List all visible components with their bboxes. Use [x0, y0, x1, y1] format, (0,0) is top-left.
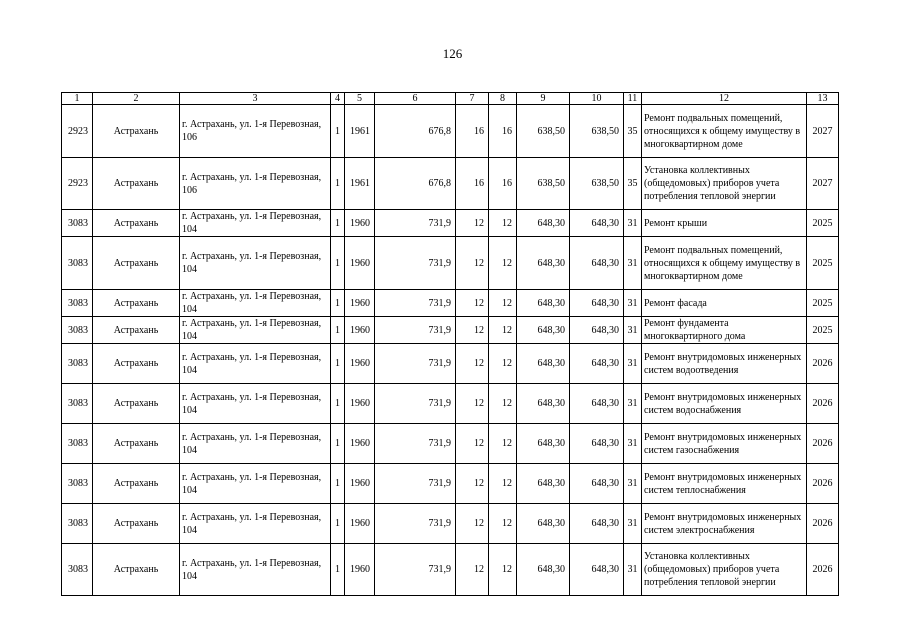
column-number: 3 [180, 93, 331, 105]
col7-cell: 12 [456, 544, 489, 596]
row-id-cell: 3083 [62, 317, 93, 344]
city-cell: Астрахань [93, 237, 180, 290]
col9-cell: 648,30 [517, 344, 570, 384]
col11-cell: 31 [624, 317, 642, 344]
col11-cell: 31 [624, 237, 642, 290]
col7-cell: 12 [456, 464, 489, 504]
col10-cell: 648,30 [570, 504, 624, 544]
year-built-cell: 1960 [345, 424, 375, 464]
plan-year-cell: 2025 [807, 210, 839, 237]
col11-cell: 31 [624, 290, 642, 317]
area-cell: 731,9 [375, 504, 456, 544]
area-cell: 731,9 [375, 384, 456, 424]
address-cell: г. Астрахань, ул. 1-я Перевозная, 104 [180, 384, 331, 424]
col4-cell: 1 [331, 105, 345, 158]
col10-cell: 648,30 [570, 317, 624, 344]
col9-cell: 648,30 [517, 210, 570, 237]
col11-cell: 35 [624, 158, 642, 210]
col11-cell: 31 [624, 544, 642, 596]
register-table [61, 92, 839, 596]
col8-cell: 12 [489, 290, 517, 317]
col8-cell: 12 [489, 344, 517, 384]
col7-cell: 12 [456, 344, 489, 384]
col7-cell: 16 [456, 158, 489, 210]
plan-year-cell: 2025 [807, 317, 839, 344]
area-cell: 731,9 [375, 424, 456, 464]
col4-cell: 1 [331, 290, 345, 317]
table-row [62, 384, 839, 424]
col4-cell: 1 [331, 210, 345, 237]
city-cell: Астрахань [93, 384, 180, 424]
col10-cell: 648,30 [570, 544, 624, 596]
col10-cell: 648,30 [570, 290, 624, 317]
city-cell: Астрахань [93, 317, 180, 344]
row-id-cell: 3083 [62, 384, 93, 424]
city-cell: Астрахань [93, 424, 180, 464]
col11-cell: 31 [624, 344, 642, 384]
table-row [62, 504, 839, 544]
col8-cell: 16 [489, 105, 517, 158]
year-built-cell: 1960 [345, 544, 375, 596]
col8-cell: 12 [489, 504, 517, 544]
work-type-cell: Ремонт внутридомовых инженерных систем водоотведения [642, 344, 807, 384]
plan-year-cell: 2025 [807, 290, 839, 317]
address-cell: г. Астрахань, ул. 1-я Перевозная, 104 [180, 424, 331, 464]
row-id-cell: 3083 [62, 290, 93, 317]
col8-cell: 12 [489, 384, 517, 424]
col4-cell: 1 [331, 237, 345, 290]
row-id-cell: 3083 [62, 210, 93, 237]
col7-cell: 16 [456, 105, 489, 158]
column-number: 5 [345, 93, 375, 105]
row-id-cell: 2923 [62, 158, 93, 210]
work-type-cell: Ремонт фасада [642, 290, 807, 317]
address-cell: г. Астрахань, ул. 1-я Перевозная, 104 [180, 317, 331, 344]
table-row [62, 158, 839, 210]
year-built-cell: 1960 [345, 384, 375, 424]
plan-year-cell: 2026 [807, 504, 839, 544]
col4-cell: 1 [331, 344, 345, 384]
col4-cell: 1 [331, 544, 345, 596]
address-cell: г. Астрахань, ул. 1-я Перевозная, 104 [180, 464, 331, 504]
area-cell: 676,8 [375, 105, 456, 158]
table-row [62, 544, 839, 596]
city-cell: Астрахань [93, 344, 180, 384]
address-cell: г. Астрахань, ул. 1-я Перевозная, 104 [180, 290, 331, 317]
address-cell: г. Астрахань, ул. 1-я Перевозная, 104 [180, 504, 331, 544]
work-type-cell: Ремонт крыши [642, 210, 807, 237]
col4-cell: 1 [331, 158, 345, 210]
col7-cell: 12 [456, 384, 489, 424]
col7-cell: 12 [456, 504, 489, 544]
row-id-cell: 3083 [62, 344, 93, 384]
col9-cell: 638,50 [517, 158, 570, 210]
address-cell: г. Астрахань, ул. 1-я Перевозная, 104 [180, 237, 331, 290]
page-number: 126 [442, 46, 463, 61]
column-number: 9 [517, 93, 570, 105]
col7-cell: 12 [456, 210, 489, 237]
col9-cell: 648,30 [517, 384, 570, 424]
col11-cell: 31 [624, 504, 642, 544]
column-number: 1 [62, 93, 93, 105]
address-cell: г. Астрахань, ул. 1-я Перевозная, 104 [180, 544, 331, 596]
area-cell: 731,9 [375, 237, 456, 290]
col9-cell: 648,30 [517, 290, 570, 317]
col11-cell: 31 [624, 424, 642, 464]
year-built-cell: 1960 [345, 210, 375, 237]
area-cell: 731,9 [375, 344, 456, 384]
col9-cell: 648,30 [517, 317, 570, 344]
col8-cell: 12 [489, 424, 517, 464]
col8-cell: 12 [489, 317, 517, 344]
city-cell: Астрахань [93, 158, 180, 210]
table-row [62, 237, 839, 290]
city-cell: Астрахань [93, 504, 180, 544]
area-cell: 676,8 [375, 158, 456, 210]
table-row [62, 210, 839, 237]
plan-year-cell: 2027 [807, 105, 839, 158]
col10-cell: 638,50 [570, 158, 624, 210]
col9-cell: 648,30 [517, 424, 570, 464]
column-number: 11 [624, 93, 642, 105]
work-type-cell: Ремонт подвальных помещений, относящихся к общему имуществу в многоквартирном доме [642, 237, 807, 290]
area-cell: 731,9 [375, 464, 456, 504]
year-built-cell: 1960 [345, 344, 375, 384]
year-built-cell: 1960 [345, 317, 375, 344]
column-number: 6 [375, 93, 456, 105]
column-number: 10 [570, 93, 624, 105]
work-type-cell: Ремонт внутридомовых инженерных систем газоснабжения [642, 424, 807, 464]
plan-year-cell: 2026 [807, 464, 839, 504]
col7-cell: 12 [456, 424, 489, 464]
work-type-cell: Установка коллективных (общедомовых) приборов учета потребления тепловой энергии [642, 158, 807, 210]
address-cell: г. Астрахань, ул. 1-я Перевозная, 106 [180, 158, 331, 210]
col8-cell: 12 [489, 544, 517, 596]
col8-cell: 12 [489, 210, 517, 237]
city-cell: Астрахань [93, 105, 180, 158]
col10-cell: 648,30 [570, 464, 624, 504]
city-cell: Астрахань [93, 544, 180, 596]
address-cell: г. Астрахань, ул. 1-я Перевозная, 106 [180, 105, 331, 158]
table-row [62, 424, 839, 464]
col9-cell: 648,30 [517, 544, 570, 596]
col7-cell: 12 [456, 237, 489, 290]
col9-cell: 648,30 [517, 464, 570, 504]
area-cell: 731,9 [375, 210, 456, 237]
col10-cell: 648,30 [570, 344, 624, 384]
table-row [62, 290, 839, 317]
year-built-cell: 1961 [345, 105, 375, 158]
col10-cell: 648,30 [570, 210, 624, 237]
city-cell: Астрахань [93, 290, 180, 317]
col4-cell: 1 [331, 424, 345, 464]
plan-year-cell: 2025 [807, 237, 839, 290]
plan-year-cell: 2026 [807, 424, 839, 464]
table-row [62, 317, 839, 344]
col10-cell: 648,30 [570, 384, 624, 424]
column-number: 7 [456, 93, 489, 105]
col9-cell: 638,50 [517, 105, 570, 158]
address-cell: г. Астрахань, ул. 1-я Перевозная, 104 [180, 344, 331, 384]
work-type-cell: Ремонт внутридомовых инженерных систем водоснабжения [642, 384, 807, 424]
table-row [62, 464, 839, 504]
col8-cell: 16 [489, 158, 517, 210]
table-row [62, 344, 839, 384]
col8-cell: 12 [489, 464, 517, 504]
col4-cell: 1 [331, 317, 345, 344]
table-header-row [62, 93, 839, 105]
address-cell: г. Астрахань, ул. 1-я Перевозная, 104 [180, 210, 331, 237]
column-number: 13 [807, 93, 839, 105]
plan-year-cell: 2026 [807, 544, 839, 596]
row-id-cell: 2923 [62, 105, 93, 158]
year-built-cell: 1960 [345, 504, 375, 544]
work-type-cell: Ремонт внутридомовых инженерных систем теплоснабжения [642, 464, 807, 504]
city-cell: Астрахань [93, 210, 180, 237]
year-built-cell: 1960 [345, 464, 375, 504]
col9-cell: 648,30 [517, 237, 570, 290]
work-type-cell: Ремонт фундамента многоквартирного дома [642, 317, 807, 344]
city-cell: Астрахань [93, 464, 180, 504]
col10-cell: 648,30 [570, 424, 624, 464]
row-id-cell: 3083 [62, 237, 93, 290]
col11-cell: 35 [624, 105, 642, 158]
col4-cell: 1 [331, 504, 345, 544]
col11-cell: 31 [624, 464, 642, 504]
area-cell: 731,9 [375, 317, 456, 344]
col9-cell: 648,30 [517, 504, 570, 544]
col11-cell: 31 [624, 384, 642, 424]
col7-cell: 12 [456, 290, 489, 317]
work-type-cell: Установка коллективных (общедомовых) приборов учета потребления тепловой энергии [642, 544, 807, 596]
column-number: 12 [642, 93, 807, 105]
col11-cell: 31 [624, 210, 642, 237]
year-built-cell: 1960 [345, 290, 375, 317]
column-number: 8 [489, 93, 517, 105]
column-number: 2 [93, 93, 180, 105]
column-number: 4 [331, 93, 345, 105]
area-cell: 731,9 [375, 290, 456, 317]
work-type-cell: Ремонт подвальных помещений, относящихся к общему имуществу в многоквартирном доме [642, 105, 807, 158]
col7-cell: 12 [456, 317, 489, 344]
plan-year-cell: 2026 [807, 344, 839, 384]
plan-year-cell: 2026 [807, 384, 839, 424]
row-id-cell: 3083 [62, 504, 93, 544]
col4-cell: 1 [331, 464, 345, 504]
col10-cell: 638,50 [570, 105, 624, 158]
plan-year-cell: 2027 [807, 158, 839, 210]
row-id-cell: 3083 [62, 544, 93, 596]
row-id-cell: 3083 [62, 424, 93, 464]
col10-cell: 648,30 [570, 237, 624, 290]
area-cell: 731,9 [375, 544, 456, 596]
col8-cell: 12 [489, 237, 517, 290]
col4-cell: 1 [331, 384, 345, 424]
work-type-cell: Ремонт внутридомовых инженерных систем электроснабжения [642, 504, 807, 544]
year-built-cell: 1960 [345, 237, 375, 290]
table-row [62, 105, 839, 158]
row-id-cell: 3083 [62, 464, 93, 504]
year-built-cell: 1961 [345, 158, 375, 210]
